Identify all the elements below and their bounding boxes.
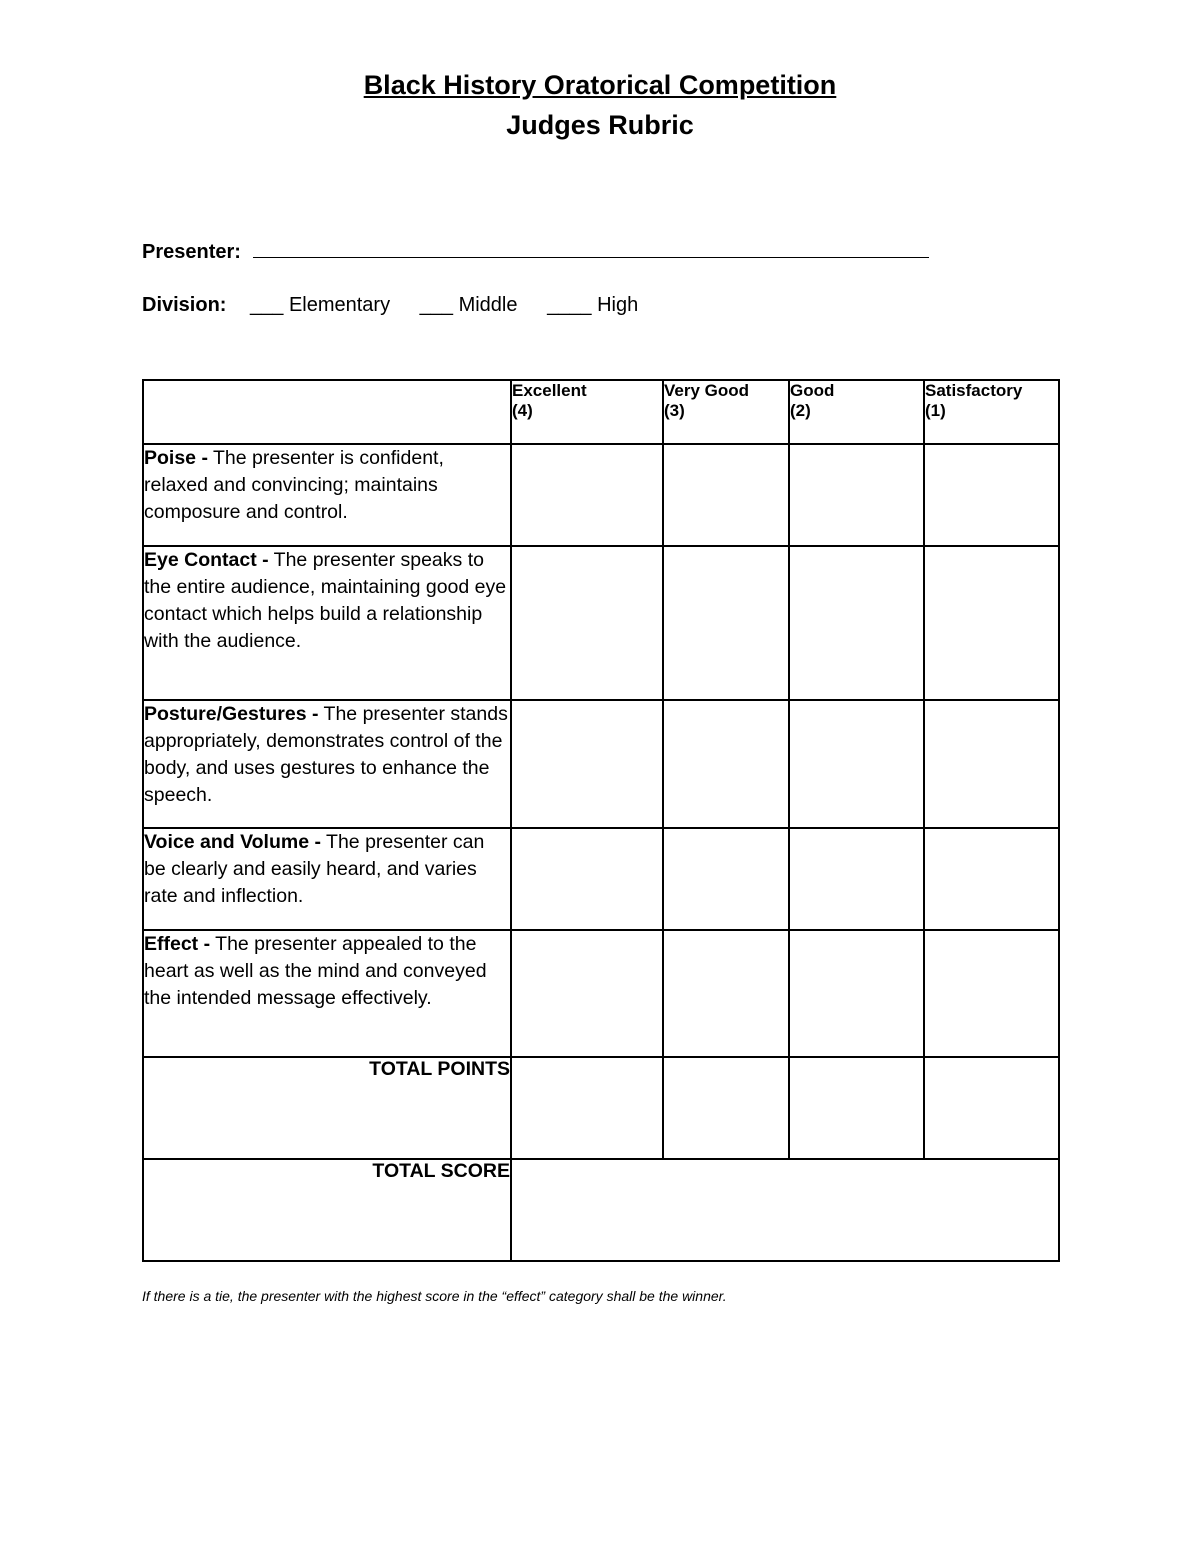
score-cell[interactable] [511,700,663,828]
table-row-total-points [143,1057,1059,1159]
score-cell[interactable] [663,546,789,700]
total-points-cell[interactable] [663,1057,789,1159]
criterion-posture-gestures: Posture/Gestures - The presenter stands appropriately, demonstrates control of the body, and uses gestures to enhance the speech. [143,700,511,828]
score-cell[interactable] [663,828,789,930]
table-header-row [143,380,1059,444]
column-header-very-good: Very Good (3) [663,380,789,444]
header-empty-cell [143,380,511,444]
score-cell[interactable] [924,828,1059,930]
score-cell[interactable] [663,444,789,546]
score-cell[interactable] [511,444,663,546]
division-option-middle[interactable]: ___ Middle [419,294,518,316]
tie-breaker-footnote: If there is a tie, the presenter with the highest score in the “effect” category shall be the winner. [142,1288,727,1304]
division-field [142,294,662,317]
score-cell[interactable] [924,930,1059,1057]
presenter-blank-line[interactable] [253,237,929,258]
score-cell[interactable] [924,444,1059,546]
table-row-voice-volume [143,828,1059,930]
rubric-table [142,379,1060,1262]
division-label: Division: [142,294,227,316]
column-header-satisfactory: Satisfactory (1) [924,380,1059,444]
score-cell[interactable] [789,930,924,1057]
division-option-high[interactable]: ____ High [547,294,639,316]
table-row-eye-contact [143,546,1059,700]
total-points-cell[interactable] [789,1057,924,1159]
column-header-excellent: Excellent (4) [511,380,663,444]
division-option-elementary[interactable]: ___ Elementary [250,294,391,316]
score-cell[interactable] [789,700,924,828]
criterion-eye-contact: Eye Contact - The presenter speaks to the entire audience, maintaining good eye contact which helps build a relationship with the audience. [143,546,511,700]
score-cell[interactable] [511,828,663,930]
table-row-effect [143,930,1059,1057]
total-points-cell[interactable] [511,1057,663,1159]
page-title: Black History Oratorical Competition [363,70,837,100]
table-row-poise [143,444,1059,546]
score-cell[interactable] [789,546,924,700]
page-subtitle: Judges Rubric [506,110,694,140]
score-cell[interactable] [924,700,1059,828]
score-cell[interactable] [511,930,663,1057]
score-cell[interactable] [511,546,663,700]
table-row-total-score [143,1159,1059,1261]
score-cell[interactable] [663,700,789,828]
criterion-voice-volume: Voice and Volume - The presenter can be clearly and easily heard, and varies rate and inflection. [143,828,511,930]
total-score-label: TOTAL SCORE [143,1159,511,1261]
criterion-poise: Poise - The presenter is confident, relaxed and convincing; maintains composure and control. [143,444,511,546]
score-cell[interactable] [924,546,1059,700]
score-cell[interactable] [663,930,789,1057]
criterion-effect: Effect - The presenter appealed to the heart as well as the mind and conveyed the intended message effectively. [143,930,511,1057]
table-row-posture-gestures [143,700,1059,828]
total-points-label: TOTAL POINTS [143,1057,511,1159]
score-cell[interactable] [789,828,924,930]
column-header-good: Good (2) [789,380,924,444]
total-score-cell[interactable] [511,1159,1059,1261]
score-cell[interactable] [789,444,924,546]
presenter-label: Presenter: [142,241,241,263]
total-points-cell[interactable] [924,1057,1059,1159]
presenter-field [142,237,929,264]
